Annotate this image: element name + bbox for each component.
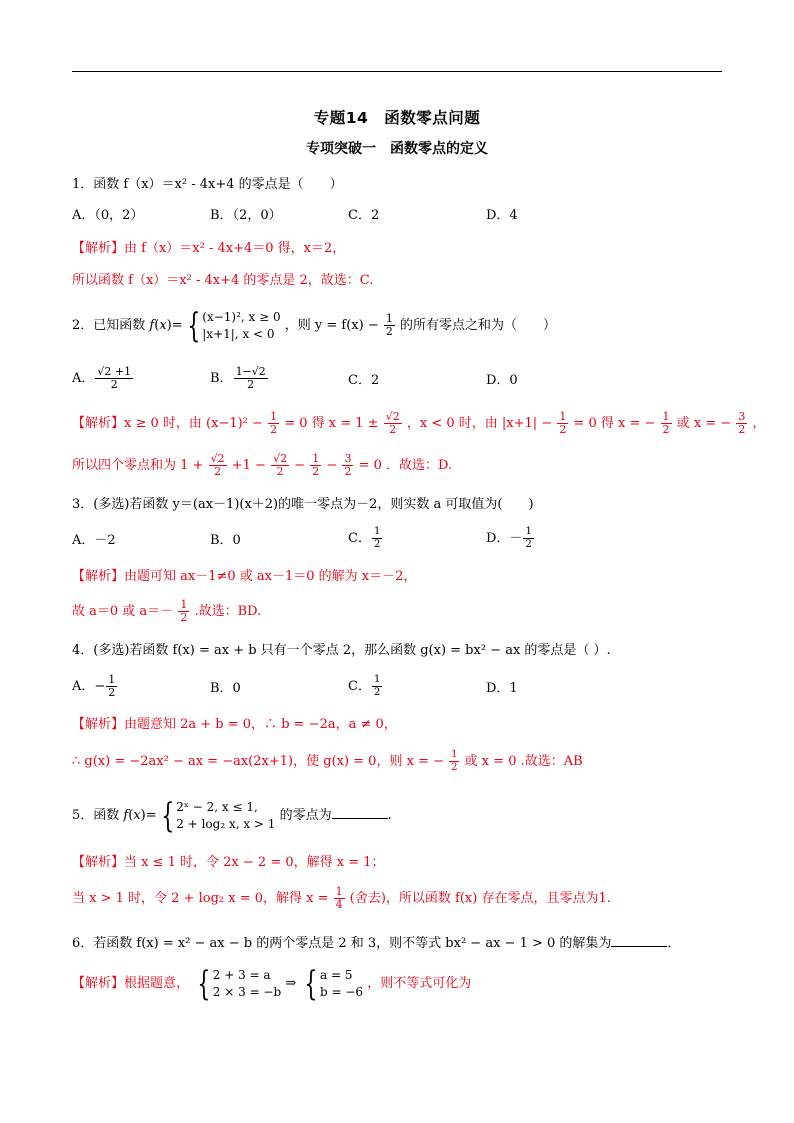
q2-option-a-label: A．	[72, 371, 95, 386]
q1-solution-line1: 【解析】由 f（x）＝x² - 4x+4＝0 得，x＝2，	[72, 241, 346, 256]
q2-piecewise: { (x−1)², x ≥ 0 |x+1|, x < 0	[186, 305, 281, 346]
q3-solution-line1: 【解析】由题可知 ax－1≠0 或 ax－1＝0 的解为 x＝－2，	[72, 569, 417, 584]
q2-sol2-d: −	[326, 458, 338, 473]
q2-option-b-den: 2	[247, 378, 255, 391]
q2-sol2-a: 所以四个零点和为 1 +	[72, 458, 204, 473]
q3-sol2-b: .故选：BD.	[194, 604, 262, 619]
q2-sol-frac1-num: 1	[270, 410, 278, 423]
q4-option-c	[348, 674, 383, 699]
q6-sys1-row1: 2 + 3 = a	[212, 967, 271, 982]
q6-stem	[72, 934, 680, 953]
q3-sol-frac-num: 1	[180, 598, 188, 611]
q3-option-c-den: 2	[373, 539, 381, 550]
page-title: 专题14 函数零点问题	[313, 109, 481, 127]
q5-answer-blank[interactable]	[332, 806, 388, 819]
q1-stem: 1．函数 f（x）＝x² - 4x+4 的零点是（ ）	[72, 177, 343, 192]
q5-stem-end: .	[387, 808, 392, 823]
q2-sol-frac4-num: 1	[662, 410, 670, 423]
q2-sol-frac1-den: 2	[270, 423, 278, 436]
q2-solution-line1	[72, 410, 766, 438]
q4-option-a-num: 1	[108, 673, 116, 686]
q3-solution-line2	[72, 598, 261, 626]
q2-option-d: D．0	[486, 373, 518, 388]
q1-option-b: B．（2，0）	[210, 208, 282, 223]
q6-system-1: { 2 + 3 = a 2 × 3 = −b	[197, 963, 282, 1004]
q2-sol2-b: +1 −	[231, 458, 266, 473]
q2-stem: 2．已知函数 f(x)= { (x−1)², x ≥ 0 |x+1|, x < 0 ，则 y = f(x) − $\frac{1}{2}$ 的所有零点之和为（ ）	[72, 305, 557, 346]
q2-solution-line2	[72, 452, 452, 480]
q3-sol-frac-den: 2	[180, 611, 188, 624]
q4-sol2-b: 或 x = 0 .故选：AB	[464, 754, 583, 769]
q2-option-c: C．2	[348, 373, 380, 388]
q6-stem-text: 6．若函数 f(x) = x² − ax − b 的两个零点是 2 和 3，则不等式 bx² − ax − 1 > 0 的解集为	[72, 936, 612, 951]
q4-option-c-den: 2	[373, 687, 381, 698]
q2-sol-frac2-num: √2	[385, 410, 400, 423]
q2-sol-frac3-den: 2	[559, 423, 567, 436]
q2-sol-e: 或 x = −	[676, 416, 732, 431]
q2-option-b-num: 1−√2	[235, 365, 266, 378]
q4-option-a-den: 2	[108, 686, 116, 699]
q5-sol-frac-num: 1	[335, 885, 343, 898]
q5-sol-frac-den: 4	[335, 898, 343, 911]
q6-solution-tail: ，则不等式可化为	[367, 976, 472, 991]
q6-solution-label: 【解析】根据题意，	[72, 976, 190, 991]
q1-solution-line2: 所以函数 f（x）＝x² - 4x+4 的零点是 2，故选：C.	[72, 273, 374, 288]
section-subtitle: 专项突破一 函数零点的定义	[306, 141, 488, 157]
q2-sol2-c: −	[294, 458, 306, 473]
q2-stem-tail: 的所有零点之和为（ ）	[400, 318, 557, 333]
q3-stem: 3．(多选)若函数 y＝(ax－1)(x＋2)的唯一零点为－2，则实数 a 可取值为( )	[72, 497, 534, 512]
q6-answer-blank[interactable]	[611, 934, 667, 947]
q2-sol2-frac2-num: √2	[273, 452, 288, 465]
q5-solution-line1: 【解析】当 x ≤ 1 时，令 2x − 2 = 0，解得 x = 1；	[72, 855, 385, 870]
q2-sol-f: ，	[752, 416, 766, 431]
q5-stem-tail: 的零点为	[279, 808, 332, 823]
q6-solution	[72, 962, 471, 1006]
q5-sol2-a: 当 x > 1 时，令 2 + log₂ x = 0，解得 x =	[72, 891, 329, 906]
q2-sol2-frac4-num: 3	[344, 452, 352, 465]
q4-option-c-num: 1	[373, 674, 381, 685]
q3-option-d	[486, 526, 535, 551]
q2-solution-label: 【解析】	[72, 416, 125, 431]
q1-option-d: D．4	[486, 208, 518, 223]
q4-sol-frac-den: 2	[451, 762, 458, 773]
q2-sol2-frac3-den: 2	[312, 465, 320, 478]
q4-option-b: B．0	[210, 681, 241, 696]
q2-frac-den: 2	[385, 325, 393, 338]
q1-option-c: C．2	[348, 208, 380, 223]
q2-piece-2: |x+1|, x < 0	[202, 326, 275, 341]
q2-option-a-num: √2 +1	[97, 365, 132, 378]
q2-sol2-frac3-num: 1	[312, 452, 320, 465]
q4-sol2-a: ∴ g(x) = −2ax² − ax = −ax(2x+1)，使 g(x) = 0，则 x = −	[72, 754, 444, 769]
q2-sol-frac5-num: 3	[738, 410, 746, 423]
q2-option-b-label: B．	[210, 371, 233, 386]
q6-system-2: { a = 5 b = −6	[304, 963, 364, 1004]
q2-sol-c: ，x < 0 时，由 |x+1| −	[406, 416, 553, 431]
q3-option-d-num: 1	[525, 526, 532, 537]
q4-option-c-label: C．	[348, 679, 371, 694]
q2-stem-middle: ，则 y = f(x) −	[284, 318, 379, 333]
q2-piece-1: (x−1)², x ≥ 0	[202, 309, 281, 324]
q4-solution-line2	[72, 748, 583, 776]
q3-option-c	[348, 526, 383, 551]
q6-sys2-row1: a = 5	[320, 967, 353, 982]
q2-sol2-e: = 0 ．故选：D.	[358, 458, 453, 473]
q4-stem: 4．(多选)若函数 f(x) = ax + b 只有一个零点 2，那么函数 g(x) = bx² − ax 的零点是（ ）.	[72, 643, 611, 658]
q5-stem: 5．函数 f(x)= { 2ˣ − 2, x ≤ 1, 2 + log₂ x, x > 1 的零点为 .	[72, 795, 392, 836]
q2-sol2-frac4-den: 2	[344, 465, 352, 478]
q2-sol2-frac1-den: 2	[214, 465, 222, 478]
q1-option-a: A．（0，2）	[72, 208, 144, 223]
q5-piecewise: { 2ˣ − 2, x ≤ 1, 2 + log₂ x, x > 1	[160, 795, 276, 836]
q3-sol2-a: 故 a＝0 或 a＝－	[72, 604, 174, 619]
q6-sys2-row2: b = −6	[320, 984, 364, 999]
q2-sol-d: = 0 得 x = −	[573, 416, 656, 431]
q6-sys1-row2: 2 × 3 = −b	[212, 984, 282, 999]
q3-option-c-num: 1	[373, 526, 381, 537]
q3-option-d-label: D．－	[486, 531, 523, 546]
q3-option-a: A．－2	[72, 533, 116, 548]
q4-option-d: D．1	[486, 681, 518, 696]
q3-option-c-label: C．	[348, 531, 371, 546]
q2-sol2-frac2-den: 2	[276, 465, 284, 478]
q2-sol-b: = 0 得 x = 1 ±	[284, 416, 379, 431]
q2-sol2-frac1-num: √2	[210, 452, 225, 465]
q4-solution-line1: 【解析】由题意知 2a + b = 0，∴ b = −2a，a ≠ 0，	[72, 717, 397, 732]
q2-option-b	[210, 366, 269, 391]
q4-sol-frac-num: 1	[451, 749, 458, 760]
q5-piece-1: 2ˣ − 2, x ≤ 1,	[176, 799, 258, 814]
q2-sol-frac2-den: 2	[389, 423, 397, 436]
q2-option-a-den: 2	[110, 378, 118, 391]
q6-stem-end: ．	[667, 936, 681, 951]
header-rule	[72, 71, 722, 72]
q2-sol-a: x ≥ 0 时，由 (x−1)² −	[124, 416, 263, 431]
q3-option-b: B．0	[210, 533, 241, 548]
q2-frac-num: 1	[385, 312, 393, 325]
q5-piece-2: 2 + log₂ x, x > 1	[176, 816, 276, 831]
q4-option-a	[72, 674, 118, 699]
q3-option-d-den: 2	[525, 539, 532, 550]
q2-sol-frac4-den: 2	[662, 423, 670, 436]
q4-option-a-label: A．−	[72, 679, 106, 694]
q5-sol2-b: (舍去)，所以函数 f(x) 存在零点，且零点为1.	[349, 891, 611, 906]
q5-number: 5．函数	[72, 808, 120, 823]
q2-sol-frac5-den: 2	[738, 423, 746, 436]
q5-solution-line2	[72, 884, 611, 914]
q6-implies-arrow: ⇒	[285, 976, 297, 991]
q2-number: 2．已知函数	[72, 318, 146, 333]
q2-option-a	[72, 366, 134, 391]
q2-sol-frac3-num: 1	[559, 410, 567, 423]
